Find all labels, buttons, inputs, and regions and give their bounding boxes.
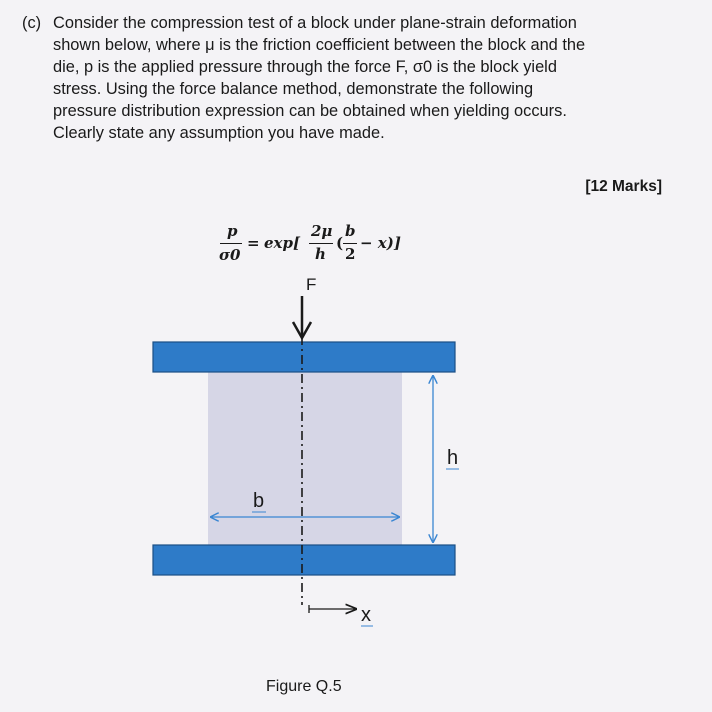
question-line: Consider the compression test of a block under plane-strain deformation — [53, 14, 577, 32]
figure-caption: Figure Q.5 — [266, 678, 342, 695]
question-line: shown below, where μ is the friction coefficient between the block and the — [53, 36, 586, 54]
eq-frac1-denominator: h — [315, 245, 326, 263]
question-line: pressure distribution expression can be obtained when yielding occurs. — [53, 102, 567, 120]
top-die — [153, 342, 455, 372]
question-line: die, p is the applied pressure through the force F, σ0 is the block yield — [53, 58, 557, 76]
block — [208, 372, 402, 545]
eq-frac2-denominator: 2 — [345, 245, 356, 263]
x-axis-label: x — [361, 604, 371, 626]
marks-label: [12 Marks] — [585, 178, 662, 195]
height-label: h — [447, 447, 459, 469]
question-label: (c) — [22, 14, 42, 32]
eq-lhs-numerator: p — [227, 222, 238, 240]
eq-frac2-numerator: b — [345, 222, 356, 240]
eq-equals: = — [247, 234, 260, 252]
question-line: stress. Using the force balance method, demonstrate the following — [53, 80, 534, 98]
eq-tail: − x)] — [360, 234, 401, 252]
force-arrow — [293, 296, 311, 338]
eq-exp: exp[ — [264, 234, 301, 252]
bottom-die — [153, 545, 455, 575]
question-line: Clearly state any assumption you have made. — [53, 124, 385, 142]
eq-frac1-numerator: 2μ — [311, 222, 333, 240]
width-label: b — [253, 490, 265, 512]
force-label: F — [306, 275, 317, 294]
eq-paren-open: ( — [336, 234, 344, 252]
eq-lhs-denominator: σ0 — [219, 246, 241, 264]
